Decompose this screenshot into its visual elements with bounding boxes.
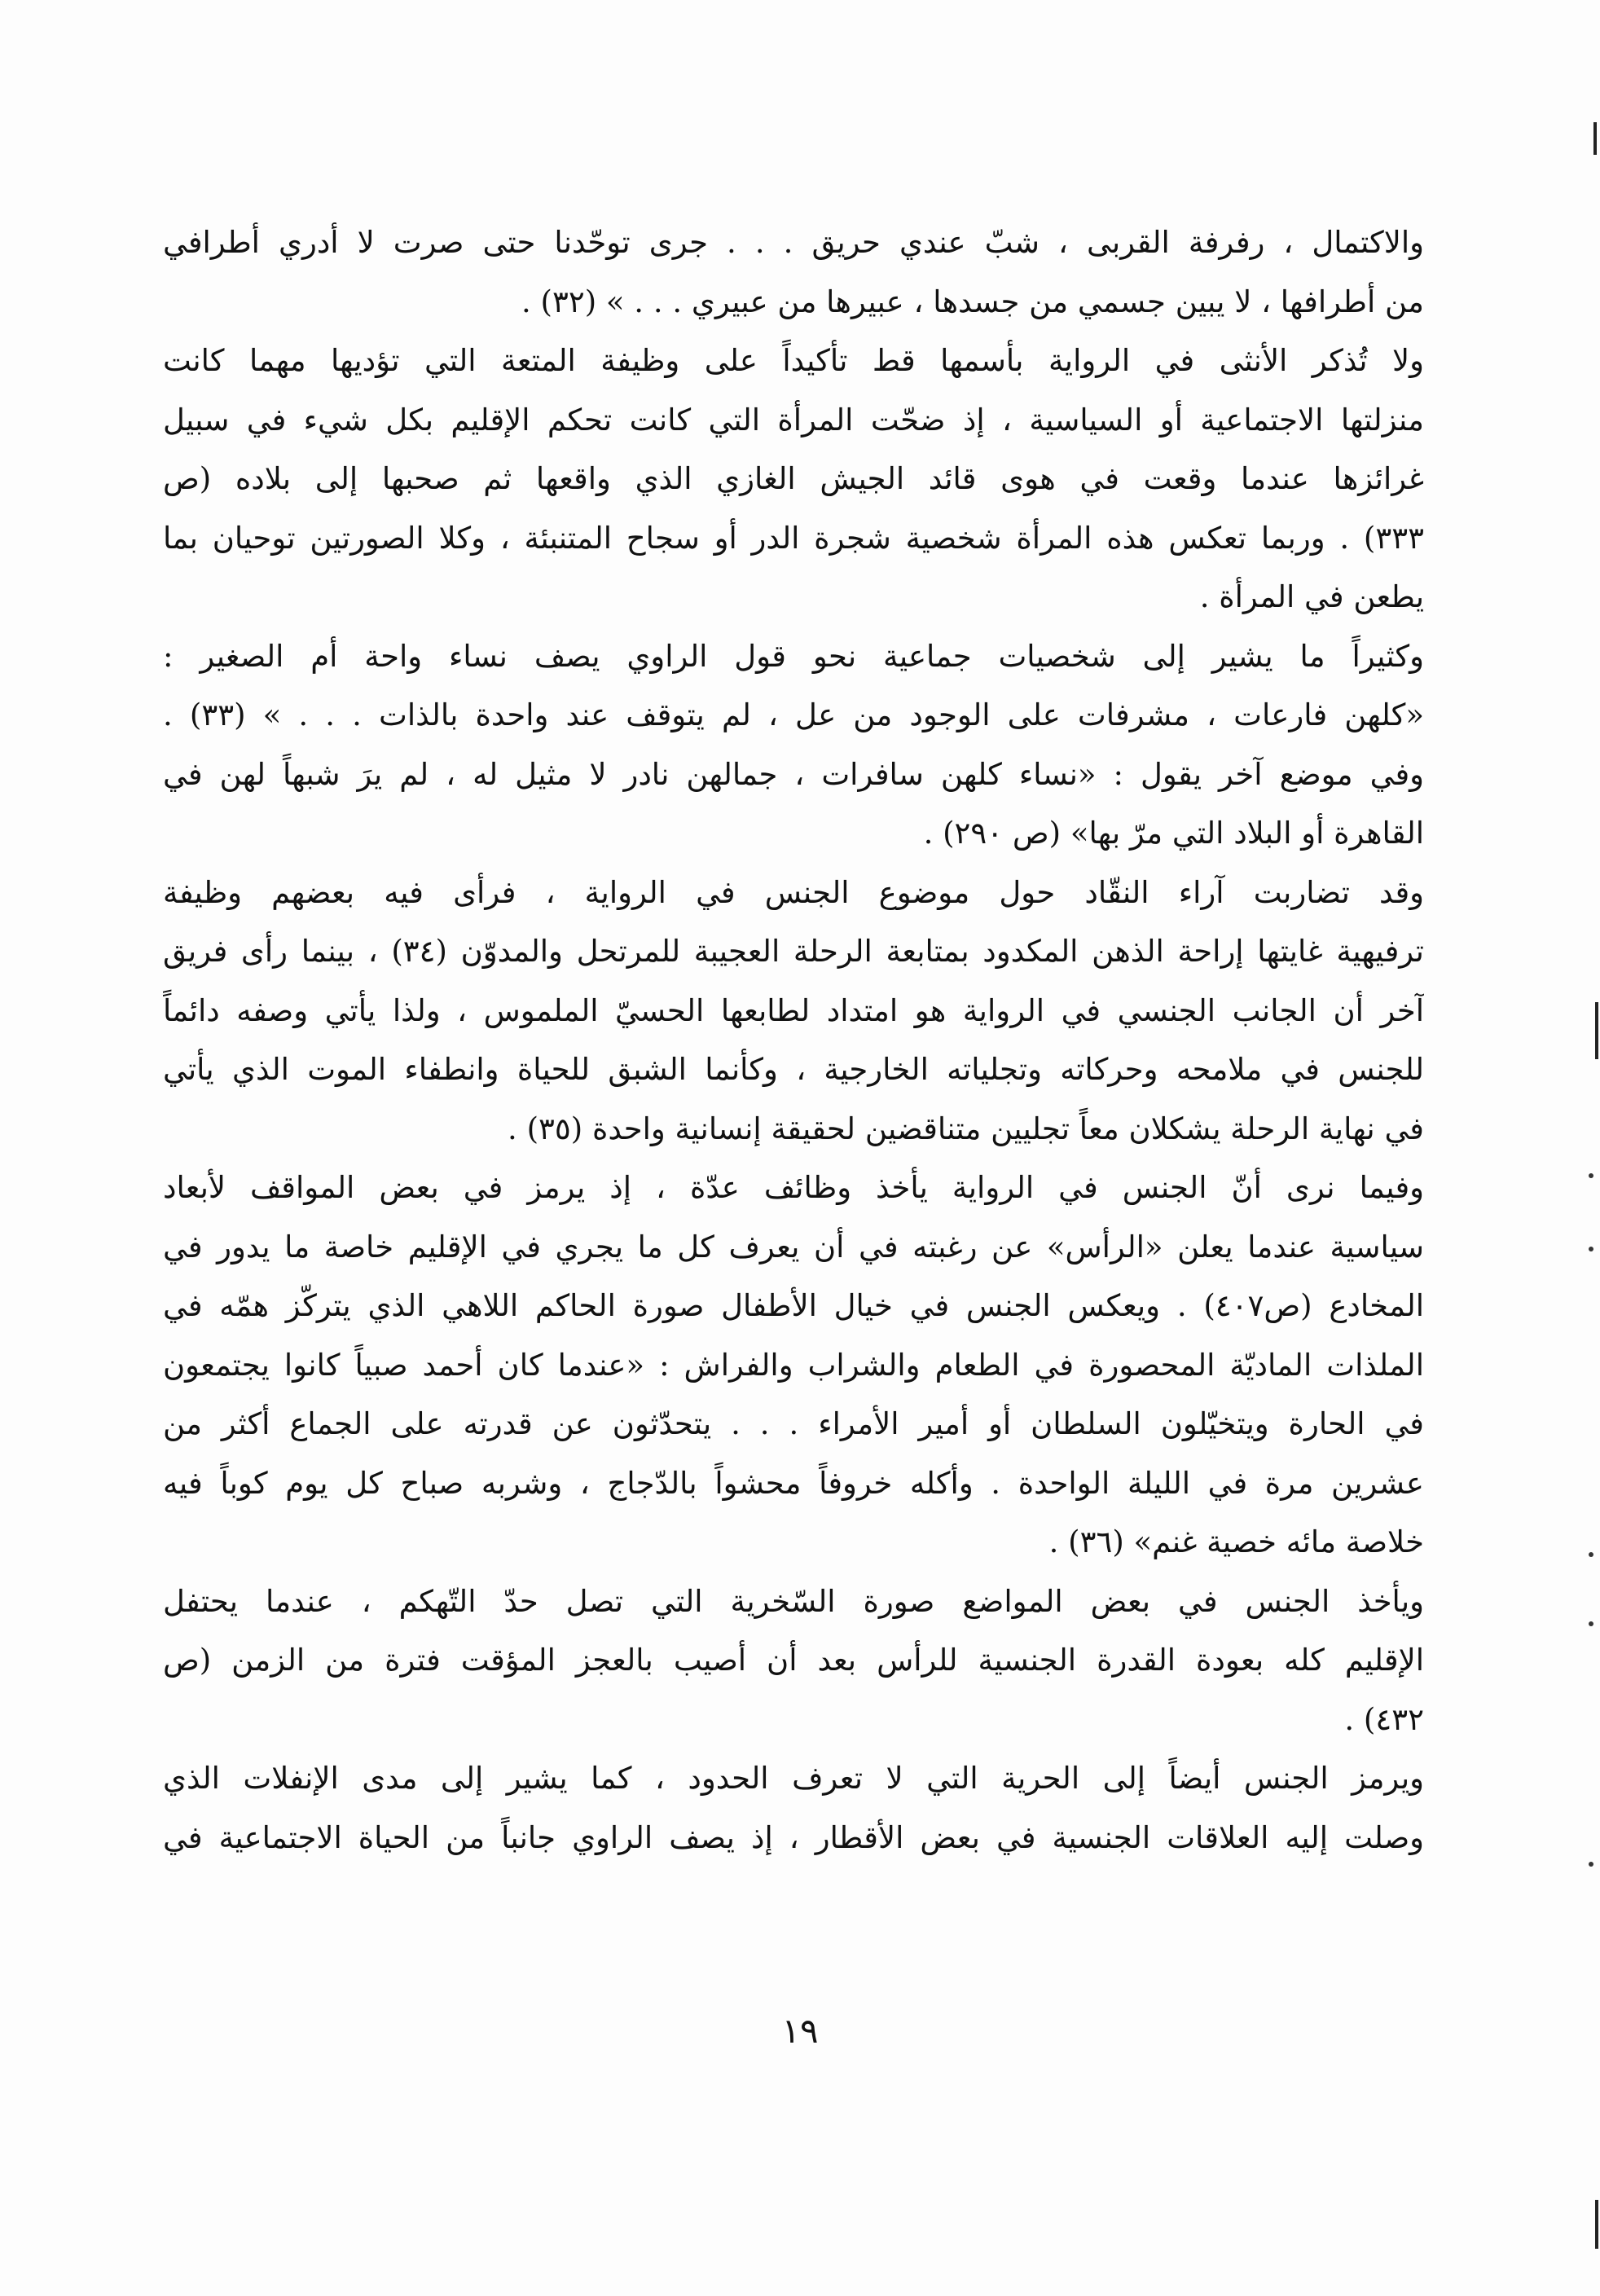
text-line: ٤٣٢) . — [1344, 1701, 1424, 1737]
text-line: للجنس في ملامحه وحركاته وتجلياته الخارجية ، وكأنما الشبق للحياة وانطفاء الموت الذي يأتي — [163, 1052, 1424, 1087]
body-text — [163, 213, 1424, 1867]
text-line: الإقليم كله بعودة القدرة الجنسية للرأس بعد أن أصيب بالعجز المؤقت فترة من الزمن (ص — [163, 1643, 1424, 1678]
text-line: ولا تُذكر الأنثى في الرواية بأسمها قط تأكيداً على وظيفة المتعة التي تؤديها مهما كانت — [163, 343, 1424, 378]
text-line: والاكتمال ، رفرفة القربى ، شبّ عندي حريق . . . جرى توحّدنا حتى صرت لا أدري أطرافي — [163, 225, 1424, 260]
text-line: المخادع (ص٤٠٧) . ويعكس الجنس في خيال الأطفال صورة الحاكم اللاهي الذي يتركّز همّه في — [163, 1288, 1424, 1323]
text-line: وصلت إليه العلاقات الجنسية في بعض الأقطار ، إذ يصف الراوي جانباً من الحياة الاجتماعية في — [163, 1819, 1424, 1855]
text-line: وكثيراً ما يشير إلى شخصيات جماعية نحو قول الراوي يصف نساء واحة أم الصغير : — [163, 638, 1424, 674]
scan-edge-mark — [1595, 2200, 1598, 2249]
text-line: ٣٣٣) . وربما تعكس هذه المرأة شخصية شجرة الدر أو سجاح المتنبئة ، وكلا الصورتين توحيان بما — [163, 520, 1424, 556]
text-line: في الحارة ويتخيّلون السلطان أو أمير الأمراء . . . يتحدّثون عن قدرته على الجماع أكثر من — [163, 1406, 1424, 1441]
text-line: آخر أن الجانب الجنسي في الرواية هو امتداد لطابعها الحسيّ الملموس ، ولذا يأتي وصفه دائماً — [163, 992, 1424, 1028]
text-line: وقد تضاربت آراء النقّاد حول موضوع الجنس في الرواية ، فرأى فيه بعضهم وظيفة — [163, 874, 1424, 910]
scan-speck — [1589, 1862, 1593, 1867]
text-line: عشرين مرة في الليلة الواحدة . وأكله خروفاً محشواً بالدّجاج ، وشربه صباح كل يوم كوباً فيه — [163, 1465, 1424, 1501]
text-line: غرائزها عندما وقعت في هوى قائد الجيش الغازي الذي واقعها ثم صحبها إلى بلاده (ص — [163, 461, 1424, 496]
text-line: يطعن في المرأة . — [1199, 579, 1424, 614]
text-line: ويأخذ الجنس في بعض المواضع صورة السّخرية التي تصل حدّ التّهكم ، عندما يحتفل — [163, 1583, 1424, 1619]
text-line: منزلتها الاجتماعية أو السياسية ، إذ ضحّت المرأة التي كانت تحكم الإقليم بكل شيء في سبيل — [163, 402, 1424, 438]
text-line: من أطرافها ، لا يبين جسمي من جسدها ، عبيرها من عبيري . . . » (٣٢) . — [521, 284, 1424, 319]
text-line: خلاصة مائه خصية غنم» (٣٦) . — [1048, 1524, 1424, 1559]
scan-speck — [1589, 1552, 1593, 1557]
text-line: ويرمز الجنس أيضاً إلى الحرية التي لا تعرف الحدود ، كما يشير إلى مدى الإنفلات الذي — [163, 1761, 1424, 1796]
scan-speck — [1589, 1173, 1593, 1178]
scan-speck — [1589, 1247, 1593, 1251]
text-line: «كلهن فارعات ، مشرفات على الوجود من عل ، لم يتوقف عند واحدة بالذات . . . » (٣٣) . — [163, 697, 1424, 732]
text-line: القاهرة أو البلاد التي مرّ بها» (ص ٢٩٠) . — [923, 816, 1424, 851]
page-number: ١٩ — [781, 2011, 819, 2051]
text-line: سياسية عندما يعلن «الرأس» عن رغبته في أن يعرف كل ما يجري في الإقليم خاصة ما يدور في — [163, 1229, 1424, 1265]
text-line: الملذات الماديّة المحصورة في الطعام والشراب والفراش : «عندما كان أحمد صبياً كانوا يجتمعون — [163, 1347, 1424, 1383]
text-line: وفي موضع آخر يقول : «نساء كلهن سافرات ، جمالهن نادر لا مثيل له ، لم يرَ شبهاً لهن في — [163, 756, 1424, 792]
text-line: في نهاية الرحلة يشكلان معاً تجليين متناقضين لحقيقة إنسانية واحدة (٣٥) . — [508, 1111, 1424, 1146]
text-line: وفيما نرى أنّ الجنس في الرواية يأخذ وظائف عدّة ، إذ يرمز في بعض المواقف لأبعاد — [163, 1170, 1424, 1205]
scan-speck — [1589, 1621, 1593, 1626]
scan-edge-mark — [1593, 122, 1597, 155]
text-line: ترفيهية غايتها إراحة الذهن المكدود بمتابعة الرحلة العجيبة للمرتحل والمدوّن (٣٤) ، بينما رأى فريق — [163, 934, 1424, 969]
scan-edge-mark — [1595, 1002, 1598, 1059]
